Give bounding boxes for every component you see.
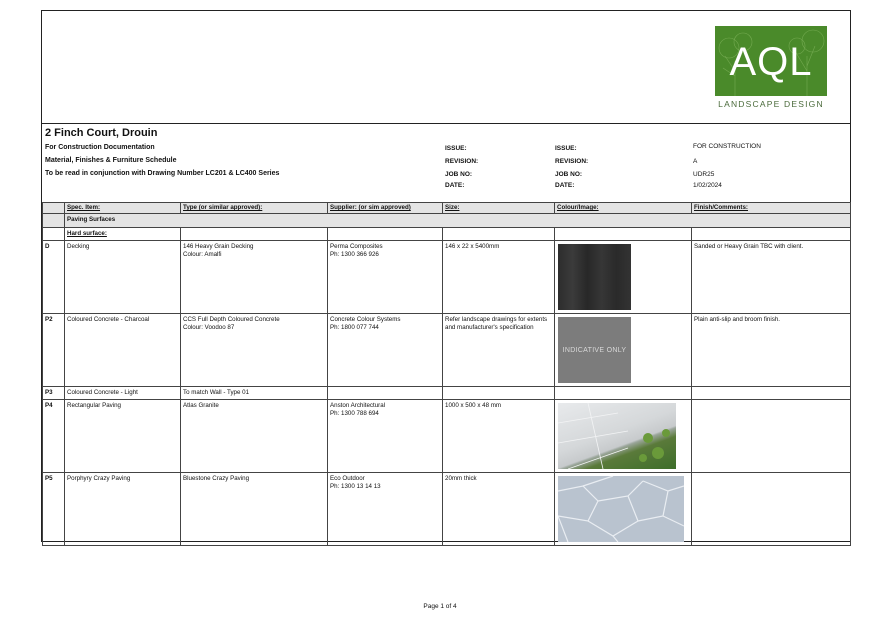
row-type: Bluestone Crazy Paving <box>181 473 328 546</box>
job-no-value: UDR25 <box>693 171 715 178</box>
row-item: Coloured Concrete - Charcoal <box>65 314 181 387</box>
header-colour-image: Colour/Image: <box>555 203 692 214</box>
table-row <box>43 241 851 314</box>
header-supplier: Supplier: (or sim approved) <box>328 203 443 214</box>
row-supplier: Concrete Colour Systems Ph: 1800 077 744 <box>328 314 443 387</box>
paving-photo-image <box>558 403 676 469</box>
table-header-row <box>43 203 851 214</box>
row-supplier: Perma Composites Ph: 1300 366 926 <box>328 241 443 314</box>
project-title: 2 Finch Court, Drouin <box>45 127 158 139</box>
header-size: Size: <box>443 203 555 214</box>
row-code: P5 <box>43 473 65 546</box>
revision-label-2: REVISION: <box>555 158 589 165</box>
row-image-cell <box>555 241 692 314</box>
row-finish: Sanded or Heavy Grain TBC with client. <box>692 241 851 314</box>
paving-pattern-icon <box>558 403 676 469</box>
company-logo <box>715 26 827 110</box>
row-supplier: Eco Outdoor Ph: 1300 13 14 13 <box>328 473 443 546</box>
section-title: Paving Surfaces <box>65 214 851 228</box>
page-number: Page 1 of 4 <box>423 603 457 610</box>
date-label: DATE: <box>445 182 465 189</box>
logo-brand: AQL <box>729 40 813 84</box>
row-item: Rectangular Paving <box>65 400 181 473</box>
doc-reference-note: To be read in conjunction with Drawing Number LC201 & LC400 Series <box>45 170 280 177</box>
row-finish <box>692 387 851 400</box>
revision-label: REVISION: <box>445 158 479 165</box>
row-size: 146 x 22 x 5400mm <box>443 241 555 314</box>
doc-purpose: For Construction Documentation <box>45 144 155 151</box>
concrete-swatch-image <box>558 317 631 383</box>
logo-subtitle: LANDSCAPE DESIGN <box>718 99 824 109</box>
revision-value: A <box>693 158 698 165</box>
schedule-table <box>42 202 851 546</box>
row-code: P2 <box>43 314 65 387</box>
row-supplier <box>328 387 443 400</box>
subsection-row <box>43 228 851 241</box>
row-item: Porphyry Crazy Paving <box>65 473 181 546</box>
header-area <box>42 11 850 124</box>
row-type: Atlas Granite <box>181 400 328 473</box>
row-image-cell <box>555 473 692 546</box>
row-size: 20mm thick <box>443 473 555 546</box>
row-image-cell <box>555 387 692 400</box>
row-finish: Plain anti-slip and broom finish. <box>692 314 851 387</box>
issue-label-2: ISSUE: <box>555 145 577 152</box>
row-item: Coloured Concrete - Light <box>65 387 181 400</box>
job-no-label-2: JOB NO: <box>555 171 583 178</box>
row-type: 146 Heavy Grain Decking Colour: Amalfi <box>181 241 328 314</box>
header-spec-item: Spec. Item: <box>65 203 181 214</box>
issue-label: ISSUE: <box>445 145 467 152</box>
section-row <box>43 214 851 228</box>
row-supplier: Anston Architectural Ph: 1300 788 694 <box>328 400 443 473</box>
table-row <box>43 400 851 473</box>
table-row <box>43 387 851 400</box>
row-image-cell <box>555 314 692 387</box>
header-finish: Finish/Comments: <box>692 203 851 214</box>
document-frame <box>41 10 851 542</box>
row-code: P3 <box>43 387 65 400</box>
job-no-label: JOB NO: <box>445 171 473 178</box>
logo-badge <box>715 26 827 96</box>
header-type: Type (or similar approved): <box>181 203 328 214</box>
row-item: Decking <box>65 241 181 314</box>
issue-value: FOR CONSTRUCTION <box>693 143 761 150</box>
crazy-paving-photo-image <box>558 476 684 542</box>
row-size: Refer landscape drawings for extents and manufacturer's specification <box>443 314 555 387</box>
row-type: To match Wall - Type 01 <box>181 387 328 400</box>
table-row <box>43 473 851 546</box>
table-row <box>43 314 851 387</box>
row-image-cell <box>555 400 692 473</box>
decking-swatch-image <box>558 244 631 310</box>
date-value: 1/02/2024 <box>693 182 722 189</box>
row-code: P4 <box>43 400 65 473</box>
row-code: D <box>43 241 65 314</box>
indicative-label: INDICATIVE ONLY <box>562 346 627 354</box>
crazy-paving-pattern-icon <box>558 476 684 542</box>
row-size: 1000 x 500 x 48 mm <box>443 400 555 473</box>
row-finish <box>692 473 851 546</box>
date-label-2: DATE: <box>555 182 575 189</box>
doc-schedule-name: Material, Finishes & Furniture Schedule <box>45 157 177 164</box>
row-type: CCS Full Depth Coloured Concrete Colour: Voodoo 87 <box>181 314 328 387</box>
row-finish <box>692 400 851 473</box>
row-size <box>443 387 555 400</box>
subsection-title: Hard surface: <box>65 228 181 241</box>
